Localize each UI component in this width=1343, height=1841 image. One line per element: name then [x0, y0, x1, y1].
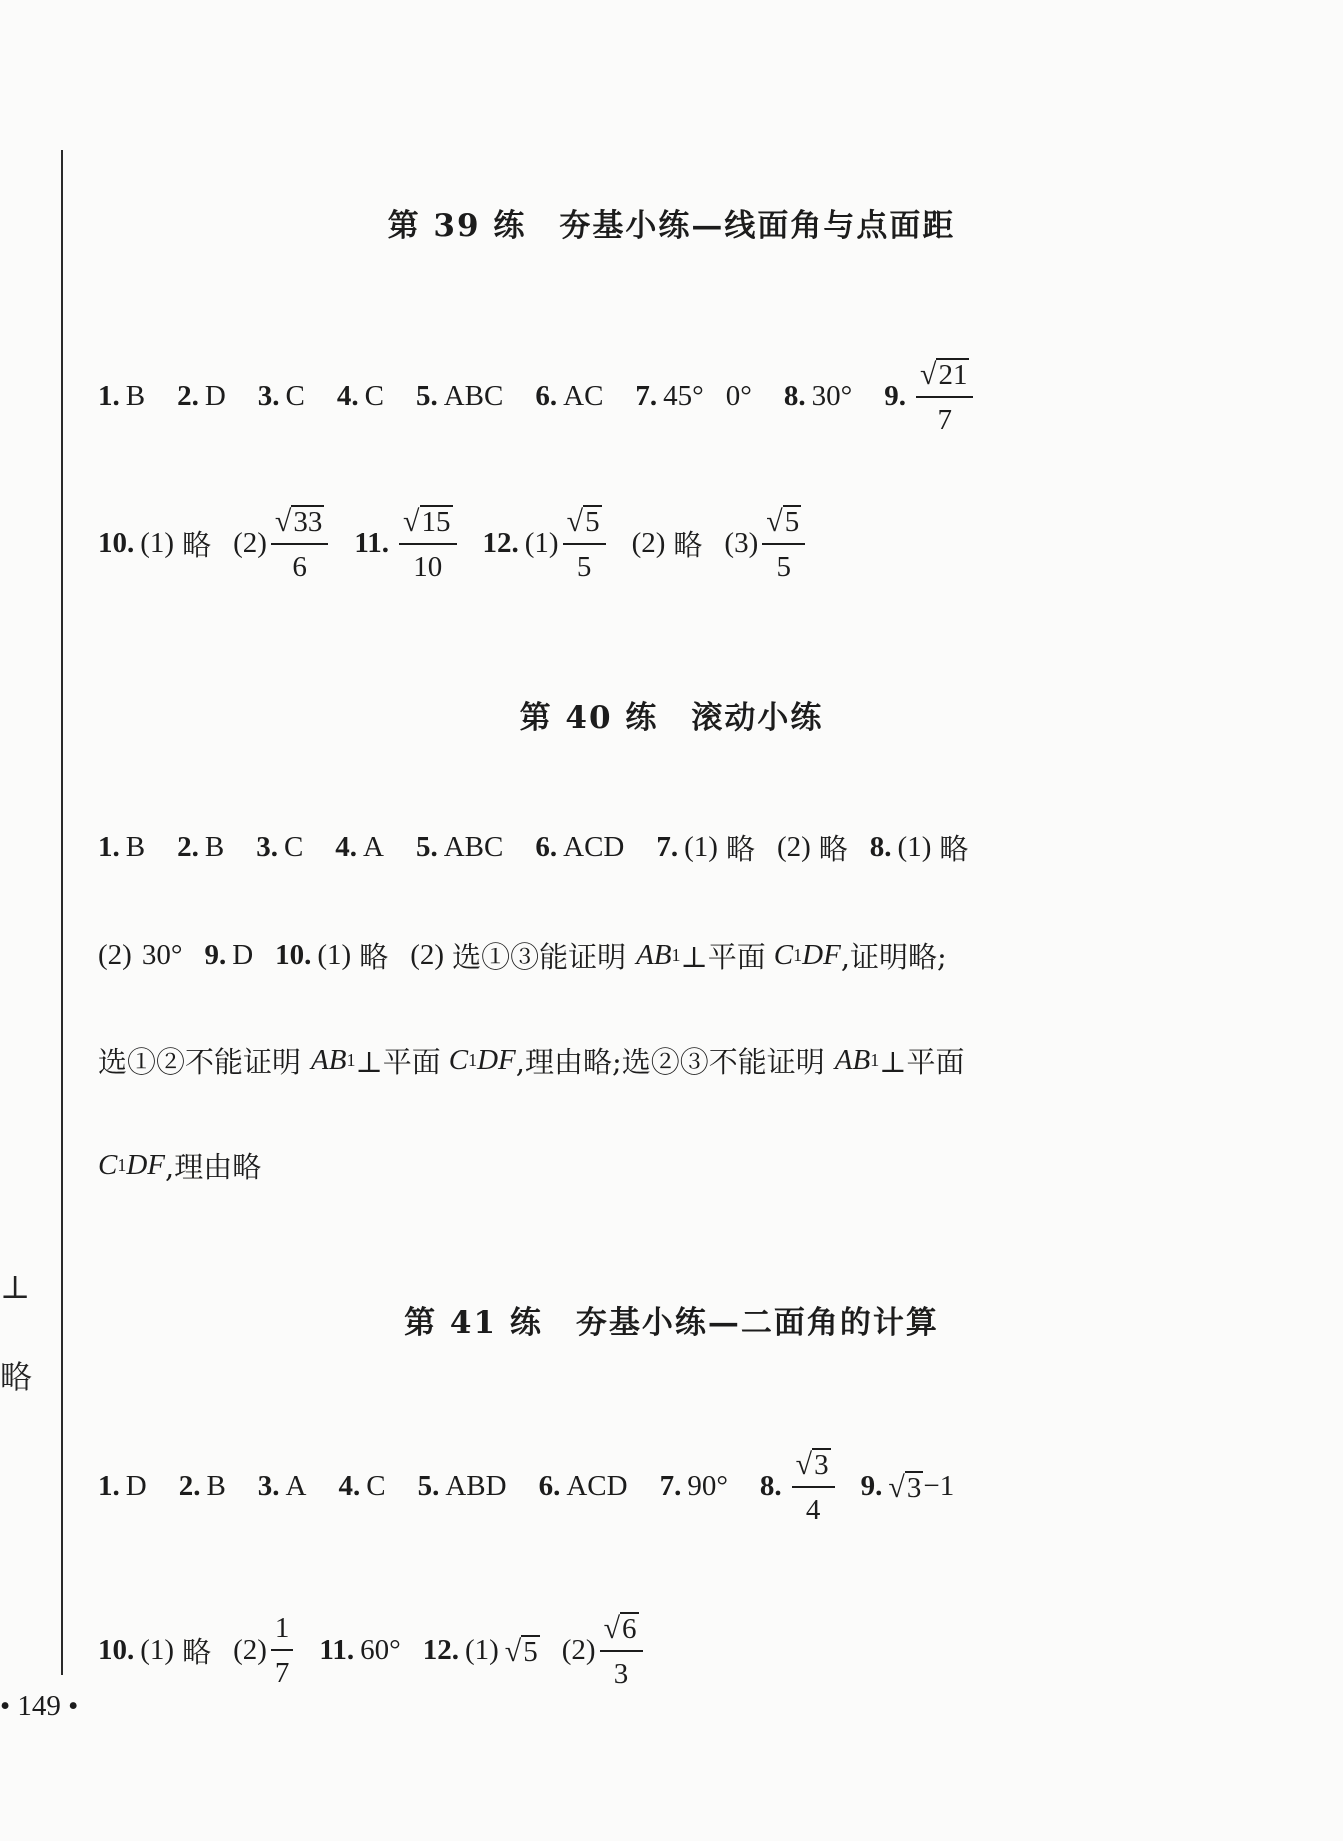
section-title-41: 第 41 练 夯基小练—二面角的计算 — [404, 1305, 939, 1341]
answers-40-line-4: C 1 DF ,理由略 — [98, 1149, 262, 1184]
edge-fragment-perp: ⊥ — [0, 1268, 31, 1306]
section-title-39: 第 39 练 夯基小练—线面角与点面距 — [387, 208, 956, 244]
section-title-40: 第 40 练 滚动小练 — [519, 700, 824, 736]
fraction: $\frac{1}{7}$ — [271, 1614, 294, 1688]
answers-41-line-1: 1. D 2. B 3. A 4. C 5. ABD 6. ACD 7. 90° 8. √ 3 4 9. √ 3 −1 — [98, 1448, 955, 1527]
margin-rule — [61, 150, 63, 1675]
answers-40-line-1: 1. B 2. B 3. C 4. A 5. ABC 6. ACD 7. (1) 略 (2) 略 8. (1) 略 — [98, 831, 969, 866]
fraction: √ 21 7 — [916, 358, 973, 435]
answers-40-line-2: (2) 30° 9. D 10. (1) 略 (2) 选①③能证明 AB 1 ⊥平面 C 1 DF ,证明略; — [98, 939, 947, 974]
fraction: √ 3 4 — [792, 1448, 835, 1525]
fraction: √ 33 6 — [271, 505, 328, 582]
fraction: √ 15 10 — [399, 505, 456, 582]
fraction: √ 5 5 — [762, 505, 805, 582]
fraction: √ 6 3 — [600, 1612, 643, 1689]
edge-fragment-lue: 略 — [0, 1358, 33, 1396]
answers-40-line-3: 选①②不能证明 AB 1 ⊥平面 C 1 DF ,理由略;选②③不能证明 AB 1 ⊥平面 — [98, 1044, 965, 1079]
answers-39-line-1: 1. B 2. D 3. C 4. C 5. ABC 6. AC 7. 45° 0° 8. 30° 9. √ 21 7 — [98, 358, 1009, 435]
page-number: • 149 • — [0, 1690, 79, 1722]
answers-39-line-2: 10. (1) 略 (2) √ 33 6 11. √ 15 10 12. (1) √ 5 5 (2) 略 (3) √ 5 5 — [98, 505, 809, 582]
fraction: √ 5 5 — [563, 505, 606, 582]
answers-41-line-2: 10. (1) 略 (2) $\frac{1}{7}$ 11. 60° 12. (1) √ 5 (2) √ 6 3 — [98, 1612, 647, 1689]
